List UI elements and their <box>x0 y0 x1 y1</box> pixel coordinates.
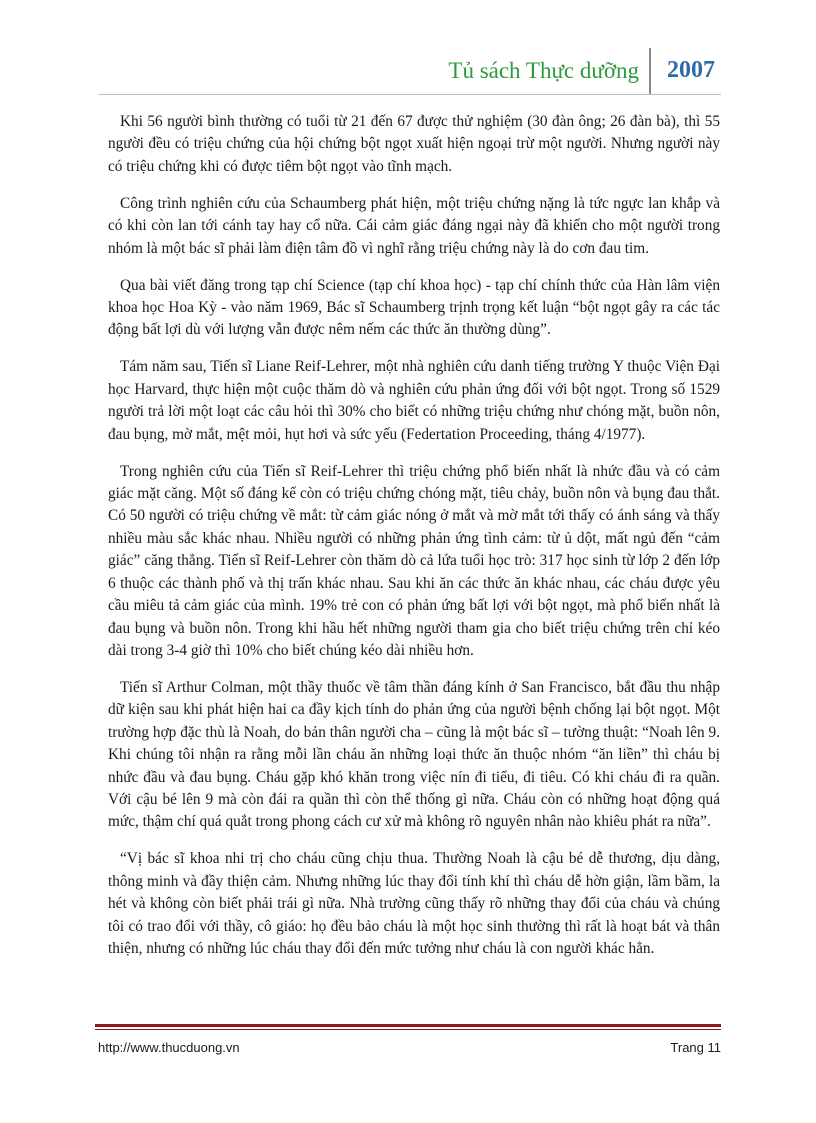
paragraph: Công trình nghiên cứu của Schaumberg phát hiện, một triệu chứng nặng là tức ngực lan khắp và có khi còn lan tới cánh tay hay cổ nữa. Cái cảm giác đáng ngại này đã khiến cho một người trong nhóm là một bác sĩ phải làm điện tâm đồ vì nghĩ rằng triệu chứng này là do cơn đau tim. <box>108 194 720 257</box>
paragraph: Khi 56 người bình thường có tuổi từ 21 đến 67 được thử nghiệm (30 đàn ông; 26 đàn bà), thì 55 người đều có triệu chứng của hội chứng bột ngọt xuất hiện ngoại trừ một người. Nhưng người này có triệu chứng khi có được tiêm bột ngọt vào tĩnh mạch. <box>108 113 720 175</box>
footer-rule-thin <box>95 1029 721 1030</box>
paragraph: Trong nghiên cứu của Tiến sĩ Reif-Lehrer thì triệu chứng phổ biến nhất là nhức đầu và có cảm giác mặt căng. Một số đáng kể còn có triệu chứng chóng mặt, tiêu chảy, buồn nôn và bụng đau thắt. Có 50 người có triệu chứng về mắt: từ cảm giác nóng ở mắt và mờ mắt tới thấy có ánh sáng và thấy nhiều màu sắc khác nhau. Nhiều người có những phản ứng tình cảm: từ ủ dột, mất ngủ đến “cảm giác” căng thẳng. Tiến sĩ Reif-Lehrer còn thăm dò cả lứa tuổi học trò: 317 học sinh từ lớp 2 đến lớp 6 thuộc các thành phố và thị trấn khác nhau. Sau khi ăn các thức ăn khác nhau, các cháu được yêu cầu miêu tả cảm giác của mình. 19% trẻ con có phản ứng bất lợi với bột ngọt, mà phổ biến nhất là đau bụng và buồn nôn. Trong khi hầu hết những người tham gia cho biết triệu chứng trên chỉ kéo dài trong 3-4 giờ thì 10% cho biết chúng kéo dài nhiều hơn. <box>108 462 720 659</box>
page-header <box>98 48 721 95</box>
paragraph: Tám năm sau, Tiến sĩ Liane Reif-Lehrer, một nhà nghiên cứu danh tiếng trường Y thuộc Viện Đại học Harvard, thực hiện một cuộc thăm dò và nghiên cứu phản ứng đối với bột ngọt. Trong số 1529 người trả lời một loạt các câu hỏi thì 30% cho biết có những triệu chứng như chóng mặt, buồn nôn, đau bụng, mờ mắt, mệt mỏi, hụt hơi và sức yếu (Federtation Proceeding, tháng 4/1977). <box>108 358 720 443</box>
body-text <box>108 111 720 975</box>
header-year: 2007 <box>667 57 715 83</box>
header-divider <box>649 48 651 94</box>
paragraph: Tiến sĩ Arthur Colman, một thầy thuốc về tâm thần đáng kính ở San Francisco, bắt đầu thu nhập dữ kiện sau khi phát hiện hai ca đầy kịch tính do phản ứng của người bệnh chống lại bột ngọt. Một trường hợp đặc thù là Noah, do bản thân người cha – cũng là một bác sĩ – tường thuật: “Noah lên 9. Khi chúng tôi nhận ra rằng mỗi lần cháu ăn những loại thức ăn thuộc nhóm “ăn liền” thì cháu bị nhức đầu và đau bụng. Cháu gặp khó khăn trong việc nín đi tiểu, đi tiêu. Có khi cháu đi ra quần. Với cậu bé lên 9 mà còn đái ra quần thì còn thể thống gì nữa. Cháu còn có những hoạt động quá mức, thậm chí quá quắt trong phong cách cư xử mà không rõ nguyên nhân nào khiêu phát ra nữa”. <box>108 678 720 831</box>
footer-url: http://www.thucduong.vn <box>98 1040 240 1055</box>
page-number: Trang 11 <box>670 1040 721 1055</box>
header-title: Tủ sách Thực dưỡng <box>448 58 639 83</box>
paragraph: “Vị bác sĩ khoa nhi trị cho cháu cũng chịu thua. Thường Noah là cậu bé dễ thương, dịu dàng, thông minh và đầy thiện cảm. Nhưng những lúc thay đổi tính khí thì cháu dễ hờn giận, lầm bầm, la hét và không còn biết phải trái gì nữa. Nhà trường cũng thấy rõ những thay đổi của cháu và chúng tôi có trao đổi với thầy, cô giáo: họ đều bảo cháu là một học sinh thường thì rất là hoạt bát và thân thiện, nhưng có những lúc cháu thay đổi đến mức tưởng như cháu là con người khác hẳn. <box>108 850 720 957</box>
footer-rule <box>95 1024 721 1027</box>
paragraph: Qua bài viết đăng trong tạp chí Science (tạp chí khoa học) - tạp chí chính thức của Hàn lâm viện khoa học Hoa Kỳ - vào năm 1969, Bác sĩ Schaumberg trịnh trọng kết luận “bột ngọt gây ra các tác động bất lợi dù với lượng vẫn được nêm nếm các thức ăn thường dùng”. <box>108 276 720 339</box>
